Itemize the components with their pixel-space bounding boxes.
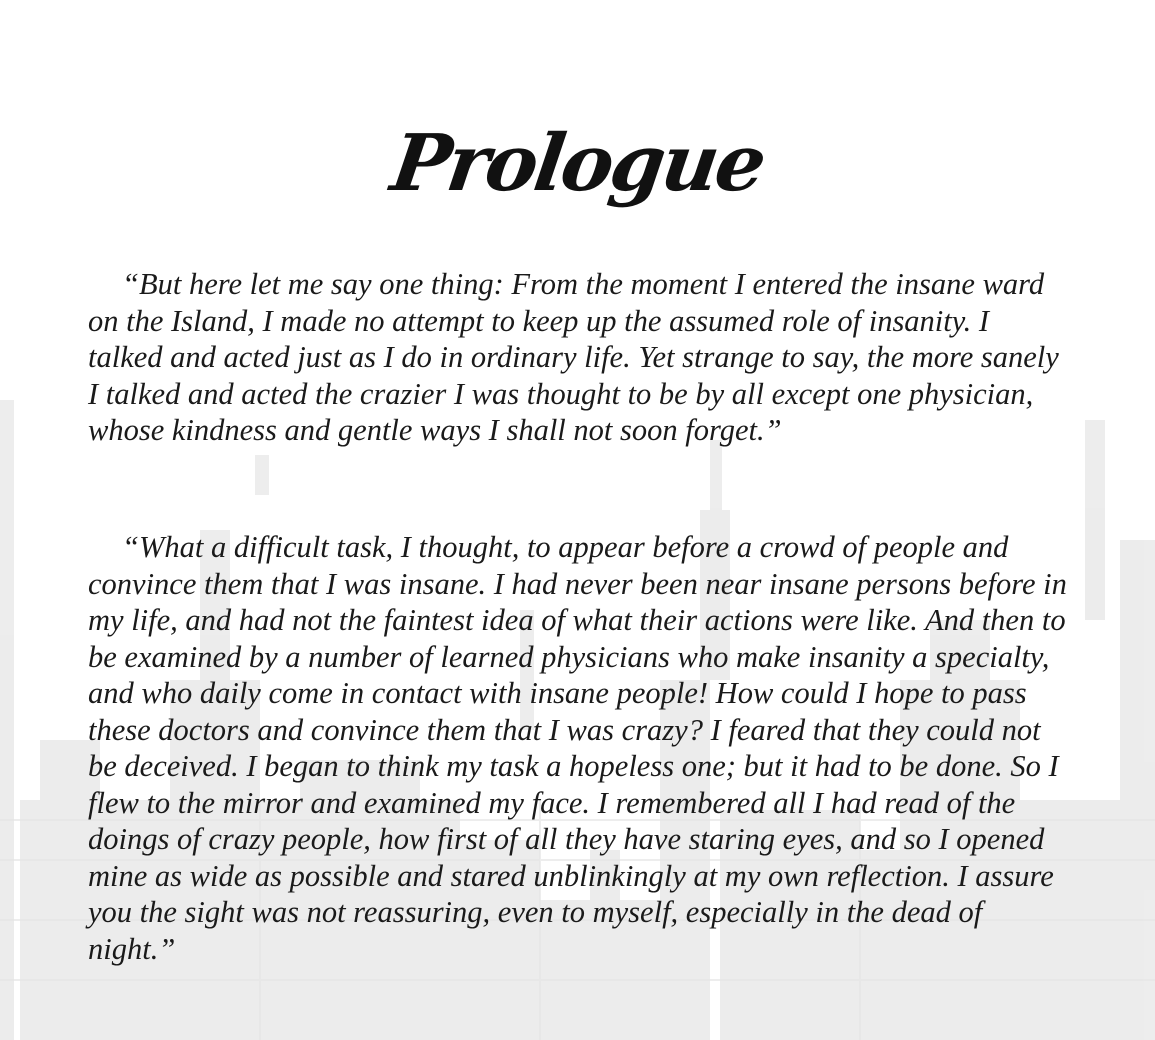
quote-line: talked and acted just as I do in ordinary life. Yet strange to say, the more sanely (88, 340, 1059, 374)
quote-line: you the sight was not reassuring, even to myself, especially in the dead of (88, 895, 983, 929)
quote-paragraph-2 (88, 529, 1128, 967)
quote-line: be deceived. I began to think my task a hopeless one; but it had to be done. So I (88, 749, 1059, 783)
quote-line: doings of crazy people, how first of all they have staring eyes, and so I opened (88, 822, 1045, 856)
quote-paragraph-1 (88, 266, 1128, 449)
quote-line: convince them that I was insane. I had never been near insane persons before in (88, 566, 1067, 601)
quote-line: be examined by a number of learned physicians who make insanity a specialty, (88, 639, 1050, 674)
quote-line: I talked and acted the crazier I was thought to be by all except one physician, (88, 376, 1034, 411)
quote-line: these doctors and convince them that I was crazy? I feared that they could not (88, 712, 1041, 747)
page-title: Prologue (385, 118, 770, 209)
quote-line: my life, and had not the faintest idea of what their actions were like. And then to (88, 603, 1066, 637)
quote-line: on the Island, I made no attempt to keep up the assumed role of insanity. I (88, 303, 990, 338)
quote-line: flew to the mirror and examined my face. I remembered all I had read of the (88, 785, 1016, 820)
quote-line: “What a difficult task, I thought, to appear before a crowd of people and (122, 530, 1009, 564)
quote-line: “But here let me say one thing: From the moment I entered the insane ward (122, 267, 1045, 301)
quote-line: night.” (88, 931, 176, 966)
quote-line: mine as wide as possible and stared unblinkingly at my own reflection. I assure (88, 858, 1054, 893)
quote-line: whose kindness and gentle ways I shall not soon forget.” (88, 413, 782, 447)
quote-line: and who daily come in contact with insane people! How could I hope to pass (88, 676, 1027, 710)
